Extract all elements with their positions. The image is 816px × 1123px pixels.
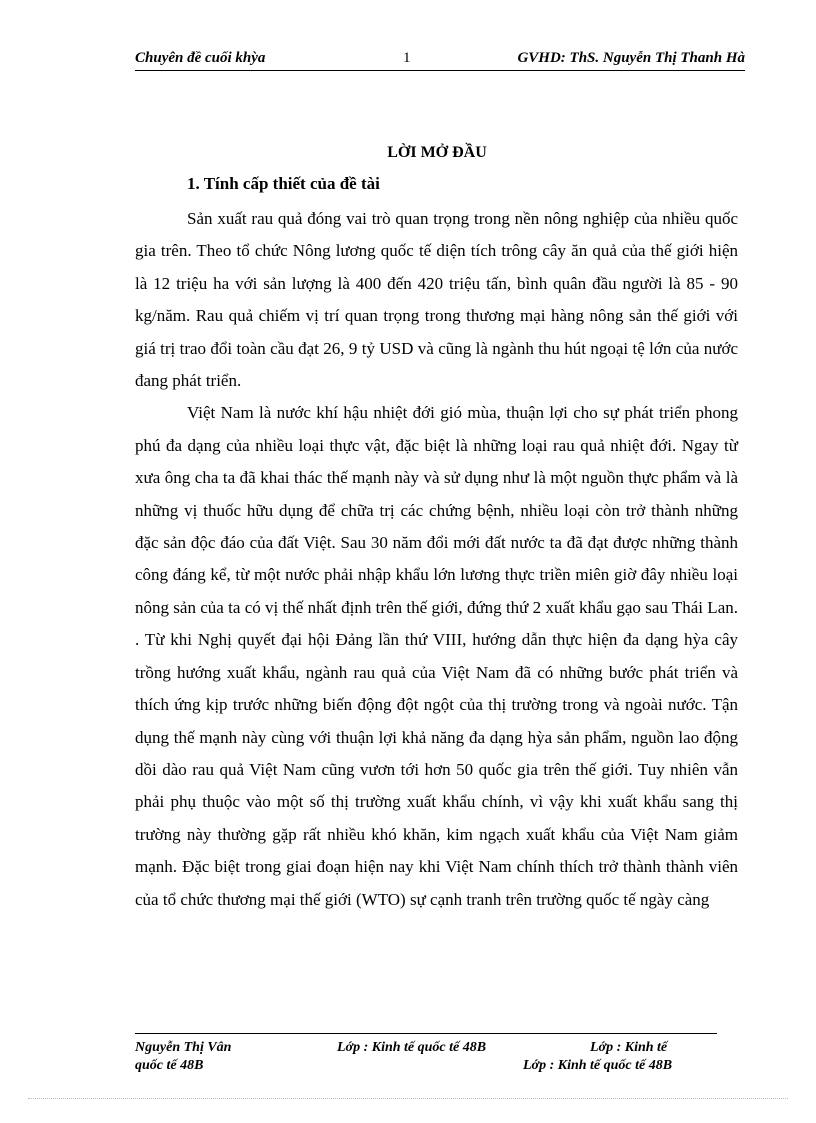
header-advisor: GVHD: ThS. Nguyễn Thị Thanh Hà [517,50,745,66]
header-page-number: 1 [403,50,411,66]
footer-author-continuation: quốc tế 48B [135,1058,204,1073]
footer-class-label-2: Lớp : Kinh tế [590,1040,668,1055]
page-header [135,48,745,71]
section-heading: 1. Tính cấp thiết của đề tài [187,174,380,193]
footer-class-label-3: Lớp : Kinh tế quốc tế 48B [523,1058,673,1073]
paragraph-1: Sản xuất rau quả đóng vai trò quan trọng trong nền nông nghiệp của nhiều quốc gia trên. Theo tổ chức Nông lương quốc tế diện tích trông cây ăn quả của thế giới hiện là 12 triệu ha với sản lượng là 400 đến 420 triệu tấn, bình quân đầu người là 85 - 90 kg/năm. Rau quả chiếm vị trí quan trọng trong thương mại hàng nông sản thế giới với giá trị trao đổi toàn cầu đạt 26, 9 tỷ USD và cũng là ngành thu hút ngoại tệ lớn của nước đang phát triển. [135,209,738,391]
page-footer [135,1039,717,1079]
footer-author-name: Nguyễn Thị Vân [135,1040,232,1055]
page-title: LỜI MỞ ĐẦU [387,144,487,161]
body-text [135,203,738,916]
paragraph-2: Việt Nam là nước khí hậu nhiệt đới gió mùa, thuận lợi cho sự phát triển phong phú đa dạng của nhiều loại thực vật, đặc biệt là những loại rau quả nhiệt đới. Ngay từ xưa ông cha ta đã khai thác thế mạnh này và sử dụng như là một nguồn thực phẩm và là những vị thuốc hữu dụng để chữa trị các chứng bệnh, nhiều loại còn trở thành những đặc sản độc đáo của đất Việt. Sau 30 năm đổi mới đất nước ta đã đạt được những thành công đáng kể, từ một nước phải nhập khẩu lớn lương thực triền miên giờ đây nhiều loại nông sản của ta có vị thế nhất định trên thế giới, đứng thứ 2 xuất khẩu gạo sau Thái Lan. . Từ khi Nghị quyết đại hội Đảng lần thứ VIII, hướng dẫn thực hiện đa dạng hỳa cây trồng hướng xuất khẩu, ngành rau quả của Việt Nam đã có những bước phát triển và thích ứng kịp trước những biến động đột ngột của thị trường trong và ngoài nước. Tận dụng thế mạnh này cùng với thuận lợi khả năng đa dạng hỳa sản phẩm, nguồn lao động dồi dào rau quả Việt Nam cũng vươn tới hơn 50 quốc gia trên thế giới. Tuy nhiên vẫn phải phụ thuộc vào một số thị trường xuất khẩu chính, vì vậy khi xuất khẩu sang thị trường này thường gặp rất nhiều khó khăn, kim ngạch xuất khẩu của Việt Nam giảm mạnh. Đặc biệt trong giai đoạn hiện nay khi Việt Nam chính thích trở thành thành viên của tổ chức thương mại thế giới (WTO) sự cạnh tranh trên trường quốc tế ngày càng [135,403,738,909]
header-doc-title: Chuyên đề cuối khỳa [135,50,266,66]
footer-class-label: Lớp : Kinh tế quốc tế 48B [337,1040,487,1055]
page-bottom-dotted-line [28,1098,788,1099]
footer-divider [135,1033,717,1034]
